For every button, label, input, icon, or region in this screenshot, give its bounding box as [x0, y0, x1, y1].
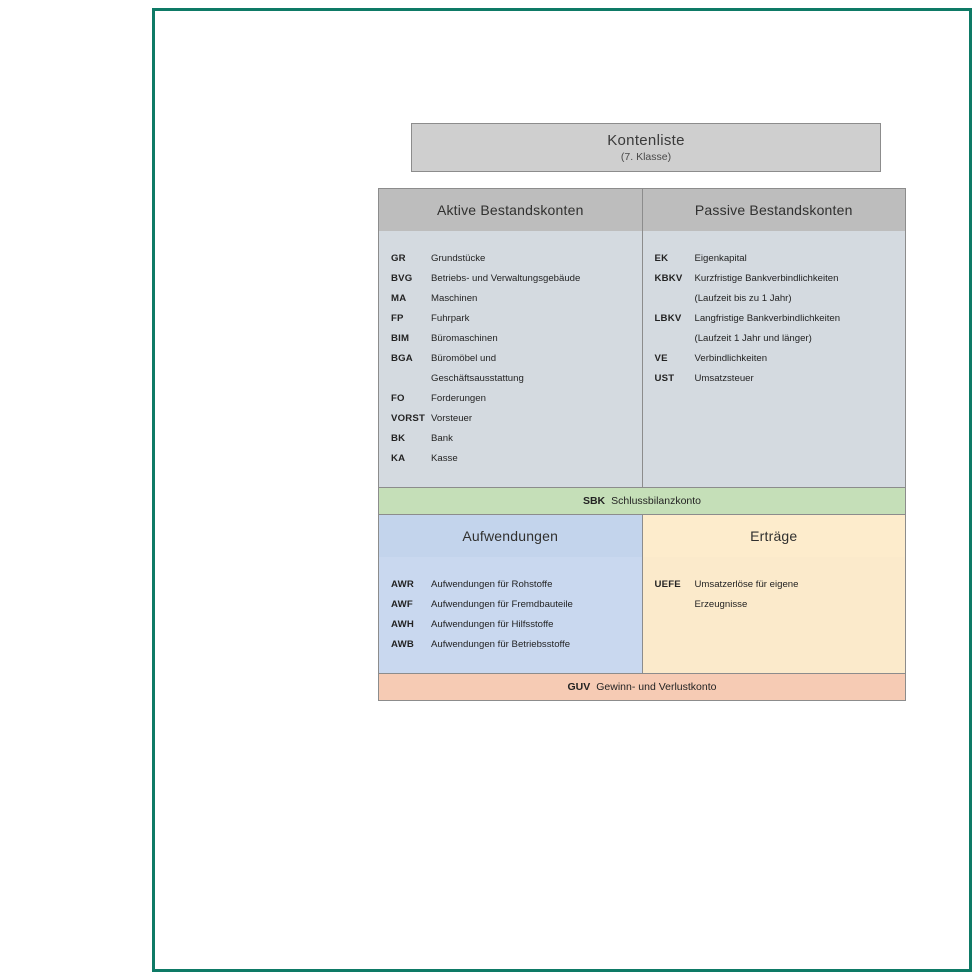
- account-name: Eigenkapital: [694, 253, 747, 264]
- list-item: [643, 249, 906, 269]
- page-title: Kontenliste: [607, 132, 685, 149]
- account-name: Grundstücke: [431, 253, 486, 264]
- account-code: [643, 595, 695, 615]
- account-name: Langfristige Bankverbindlichkeiten: [694, 313, 841, 324]
- account-name: Kasse: [431, 453, 458, 464]
- pl-accounts-row: [379, 557, 905, 673]
- account-name: Betriebs- und Verwaltungsgebäude: [431, 273, 581, 284]
- account-name: Fuhrpark: [431, 313, 470, 324]
- kontenliste-sheet: [378, 123, 906, 701]
- expenses-list: [379, 557, 643, 673]
- list-item: [379, 309, 642, 329]
- account-name: Aufwendungen für Rohstoffe: [431, 579, 553, 590]
- liabilities-list: [643, 231, 906, 487]
- account-name: Umsatzerlöse für eigene: [694, 579, 799, 590]
- title-box: [411, 123, 881, 172]
- account-code: UEFE: [654, 579, 681, 590]
- account-name: Geschäftsausstattung: [431, 373, 524, 384]
- account-code: BK: [391, 433, 406, 444]
- account-code: BGA: [391, 353, 413, 364]
- account-code: BVG: [391, 273, 413, 284]
- account-code: FO: [391, 393, 405, 404]
- account-code: LBKV: [654, 313, 682, 324]
- account-code: GR: [391, 253, 406, 264]
- account-name: Büromöbel und: [431, 353, 497, 364]
- accounts-table: [378, 188, 906, 701]
- account-code: MA: [391, 293, 407, 304]
- list-item: [379, 269, 642, 289]
- pl-headers-row: [379, 515, 905, 557]
- list-item: [379, 369, 642, 389]
- document-frame: [152, 8, 972, 972]
- header-ertraege: Erträge: [643, 515, 906, 557]
- account-code: VORST: [391, 413, 426, 424]
- account-name: Bank: [431, 433, 453, 444]
- list-item: [643, 595, 906, 615]
- account-name: (Laufzeit bis zu 1 Jahr): [694, 293, 792, 304]
- account-name: Vorsteuer: [431, 413, 473, 424]
- revenues-list: [643, 557, 906, 673]
- balance-headers-row: [379, 189, 905, 231]
- list-item: [379, 429, 642, 449]
- account-code: BIM: [391, 333, 410, 344]
- account-code: [379, 369, 431, 389]
- list-item: [379, 329, 642, 349]
- account-name: Büromaschinen: [431, 333, 498, 344]
- account-code: [643, 289, 695, 309]
- list-item: [379, 409, 642, 429]
- account-name: Verbindlichkeiten: [694, 353, 768, 364]
- list-item: [379, 615, 642, 635]
- list-item: [379, 595, 642, 615]
- balance-accounts-row: [379, 231, 905, 487]
- list-item: [379, 635, 642, 655]
- account-code: AWH: [391, 619, 414, 630]
- assets-list: [379, 231, 643, 487]
- list-item: [379, 349, 642, 369]
- list-item: [643, 369, 906, 389]
- title-spacer: [378, 172, 906, 188]
- list-item: [379, 289, 642, 309]
- account-name: (Laufzeit 1 Jahr und länger): [694, 333, 812, 344]
- band-guv-text: Gewinn- und Verlustkonto: [596, 681, 717, 693]
- account-name: Erzeugnisse: [694, 599, 748, 610]
- account-code: KA: [391, 453, 406, 464]
- list-item: [643, 289, 906, 309]
- band-guv-code: GUV: [567, 681, 591, 693]
- list-item: [379, 575, 642, 595]
- account-name: Aufwendungen für Hilfsstoffe: [431, 619, 554, 630]
- account-code: AWB: [391, 639, 414, 650]
- band-sbk: [379, 487, 905, 515]
- list-item: [643, 269, 906, 289]
- account-name: Aufwendungen für Fremdbauteile: [431, 599, 573, 610]
- account-code: VE: [654, 353, 668, 364]
- list-item: [643, 329, 906, 349]
- account-code: AWR: [391, 579, 414, 590]
- account-name: Kurzfristige Bankverbindlichkeiten: [694, 273, 839, 284]
- header-aktive-bestandskonten: Aktive Bestandskonten: [379, 189, 643, 231]
- list-item: [379, 249, 642, 269]
- list-item: [379, 449, 642, 469]
- account-name: Aufwendungen für Betriebsstoffe: [431, 639, 571, 650]
- account-code: UST: [654, 373, 675, 384]
- band-sbk-text: Schlussbilanzkonto: [611, 495, 702, 507]
- header-passive-bestandskonten: Passive Bestandskonten: [643, 189, 906, 231]
- band-guv: [379, 673, 905, 700]
- account-name: Forderungen: [431, 393, 486, 404]
- list-item: [643, 309, 906, 329]
- account-code: [643, 329, 695, 349]
- account-name: Umsatzsteuer: [694, 373, 754, 384]
- account-code: KBKV: [654, 273, 683, 284]
- account-code: AWF: [391, 599, 413, 610]
- list-item: [643, 349, 906, 369]
- list-item: [379, 389, 642, 409]
- account-code: FP: [391, 313, 404, 324]
- band-sbk-code: SBK: [582, 495, 606, 507]
- header-aufwendungen: Aufwendungen: [379, 515, 643, 557]
- account-code: EK: [654, 253, 669, 264]
- list-item: [643, 575, 906, 595]
- page-subtitle: (7. Klasse): [620, 151, 672, 163]
- account-name: Maschinen: [431, 293, 478, 304]
